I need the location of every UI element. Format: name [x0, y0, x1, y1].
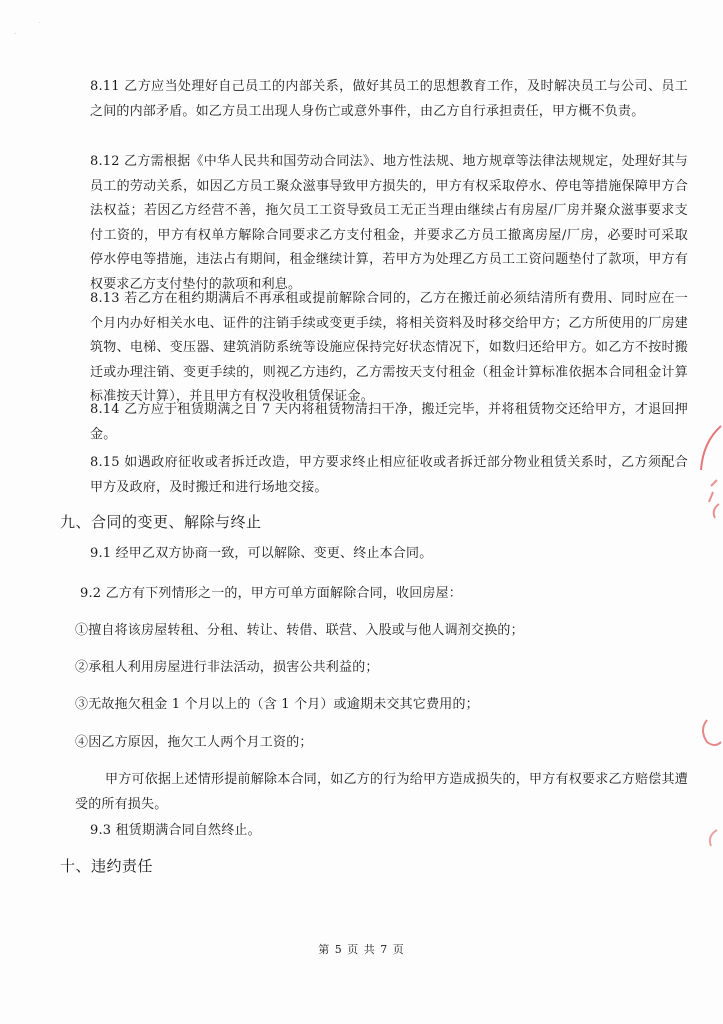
- seal-fragment-upper: [693, 420, 723, 530]
- scan-speck: ˙: [38, 22, 42, 30]
- scan-speck: ·: [14, 30, 17, 38]
- clause-9-2-item-4: ④因乙方原因，拖欠工人两个月工资的；: [75, 735, 313, 750]
- clause-8-14: 8.14 乙方应于租赁期满之日 7 天内将租赁物清扫干净，搬迁完毕，并将租赁物交还给甲方，才退回押金。: [90, 402, 688, 442]
- clause-9-3: 9.3 租赁期满合同自然终止。: [90, 823, 261, 838]
- clause-9-2: 9.2 乙方有下列情形之一的，甲方可单方面解除合同，收回房屋：: [80, 586, 463, 601]
- clause-9-2-note: 甲方可依据上述情形提前解除本合同，如乙方的行为给甲方造成损失的，甲方有权要求乙方赔偿其遭受的所有损失。: [75, 772, 688, 812]
- seal-fragment-lower: [693, 700, 723, 850]
- section-10-heading: 十、违约责任: [60, 857, 154, 875]
- clause-8-13: 8.13 若乙方在租约期满后不再承租或提前解除合同的，乙方在搬迁前必须结清所有费用、同时应在一个月内办好相关水电、证件的注销手续或变更手续，将相关资料及时移交给甲方；乙方所使用的厂房建筑物、电梯、变压器、建筑消防系统等设施应保持完好状态情况下，如数归还给甲方。如乙方不按时搬迁或办理注销、变更手续的，则视乙方违约，乙方需按天支付租金（租金计算标准依据本合同租金计算标准按天计算），并且甲方有权没收租赁保证金。: [90, 291, 688, 404]
- clause-9-2-item-3: ③无故拖欠租金 1 个月以上的（含 1 个月）或逾期未交其它费用的；: [75, 697, 479, 712]
- clause-9-1: 9.1 经甲乙双方协商一致，可以解除、变更、终止本合同。: [90, 546, 433, 561]
- clause-9-2-item-1: ①擅自将该房屋转租、分租、转让、转借、联营、入股或与他人调剂交换的；: [75, 623, 524, 638]
- page-number: 第 5 页 共 7 页: [318, 943, 405, 956]
- section-9-heading: 九、合同的变更、解除与终止: [60, 513, 262, 531]
- clause-9-2-item-2: ②承租人利用房屋进行非法活动，损害公共利益的；: [75, 660, 379, 675]
- clause-8-15: 8.15 如遇政府征收或者拆迁改造，甲方要求终止相应征收或者拆迁部分物业租赁关系时，乙方须配合甲方及政府，及时搬迁和进行场地交接。: [90, 455, 688, 495]
- clause-8-11: 8.11 乙方应当处理好自己员工的内部关系，做好其员工的思想教育工作，及时解决员工与公司、员工之间的内部矛盾。如乙方员工出现人身伤亡或意外事件，由乙方自行承担责任，甲方概不负责。: [90, 79, 688, 119]
- clause-8-12: 8.12 乙方需根据《中华人民共和国劳动合同法》、地方性法规、地方规章等法律法规规定，处理好其与员工的劳动关系，如因乙方员工聚众滋事导致甲方损失的，甲方有权采取停水、停电等措施保障甲方合法权益；若因乙方经营不善，拖欠员工工资导致员工无正当理由继续占有房屋/厂房并聚众滋事要求支付工资的，甲方有权单方解除合同要求乙方支付租金，并要求乙方员工撤离房屋/厂房，必要时可采取停水停电等措施，违法占有期间，租金继续计算，若甲方为处理乙方员工工资问题垫付了款项，甲方有权要求乙方支付垫付的款项和利息。: [90, 154, 688, 292]
